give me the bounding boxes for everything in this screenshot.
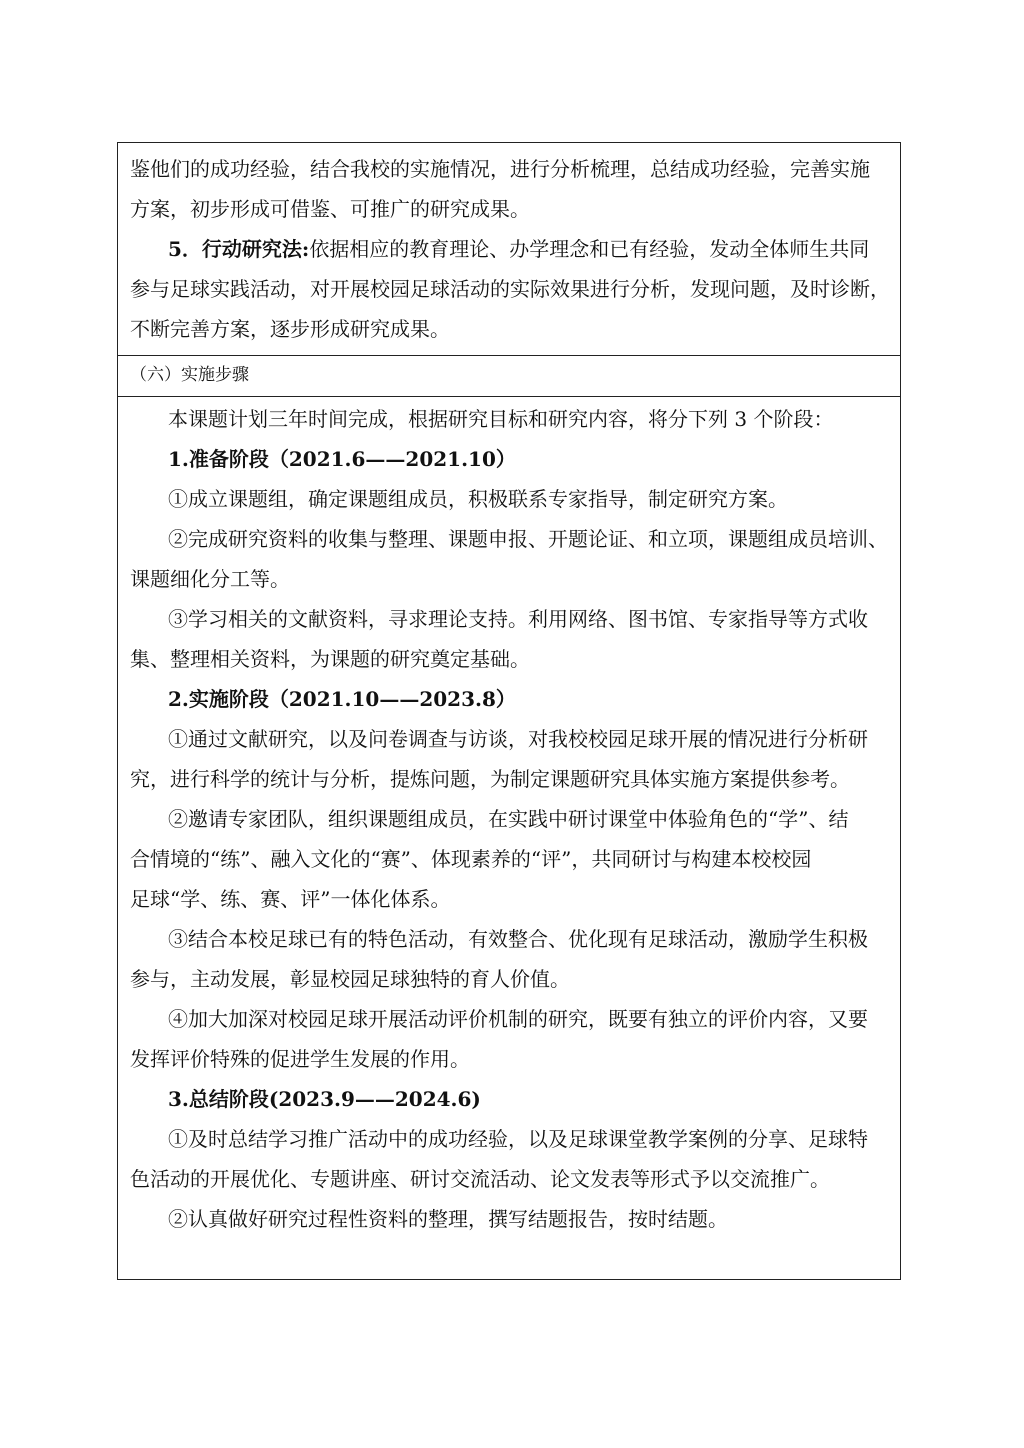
paragraph-continued <box>130 149 890 229</box>
text-line: ③结合本校足球已有的特色活动，有效整合、优化现有足球活动，激励学生积极 <box>168 927 868 951</box>
text-line: ①通过文献研究，以及问卷调查与访谈，对我校校园足球开展的情况进行分析研 <box>168 727 868 751</box>
text-line: 参与，主动发展，彰显校园足球独特的育人价值。 <box>130 967 570 991</box>
text-line: 不断完善方案，逐步形成研究成果。 <box>130 317 450 341</box>
text-line: 参与足球实践活动，对开展校园足球活动的实际效果进行分析，发现问题，及时诊断， <box>130 277 890 301</box>
methods-cell <box>118 143 900 356</box>
stage-title: 3.总结阶段(2023.9——2024.6) <box>168 1087 481 1111</box>
text-line: 合情境的“练”、融入文化的“赛”、体现素养的“评”，共同研讨与构建本校校园 <box>130 847 812 871</box>
text-line: ②完成研究资料的收集与整理、课题申报、开题论证、和立项，课题组成员培训、 <box>168 527 888 551</box>
section-header: （六）实施步骤 <box>130 365 249 385</box>
text-line <box>130 229 890 269</box>
text-line: 足球“学、练、赛、评”一体化体系。 <box>130 887 451 911</box>
text-line: ②邀请专家团队，组织课题组成员，在实践中研讨课堂中体验角色的“学”、结 <box>168 807 849 831</box>
text-line: ②认真做好研究过程性资料的整理，撰写结题报告，按时结题。 <box>168 1207 728 1231</box>
text-line: 课题细化分工等。 <box>130 567 290 591</box>
stage-title: 2.实施阶段（2021.10——2023.8） <box>168 687 516 711</box>
method-text: 依据相应的教育理论、办学理念和已有经验，发动全体师生共同 <box>309 237 870 261</box>
text-line: 究，进行科学的统计与分析，提炼问题，为制定课题研究具体实施方案提供参考。 <box>130 767 850 791</box>
text-line: 集、整理相关资料，为课题的研究奠定基础。 <box>130 647 530 671</box>
text-line: 鉴他们的成功经验，结合我校的实施情况，进行分析梳理，总结成功经验，完善实施 <box>130 157 870 181</box>
text-line: ①及时总结学习推广活动中的成功经验，以及足球课堂教学案例的分享、足球特 <box>168 1127 868 1151</box>
text-line: ①成立课题组，确定课题组成员，积极联系专家指导，制定研究方案。 <box>168 487 788 511</box>
steps-cell <box>118 397 900 1279</box>
paragraph-action-research <box>130 229 890 349</box>
stage-title: 1.准备阶段（2021.6——2021.10） <box>168 447 516 471</box>
section-header-cell <box>118 355 900 397</box>
text-line: 色活动的开展优化、专题讲座、研讨交流活动、论文发表等形式予以交流推广。 <box>130 1167 830 1191</box>
text-line: 发挥评价特殊的促进学生发展的作用。 <box>130 1047 470 1071</box>
steps-body <box>130 399 890 1239</box>
text-line: ③学习相关的文献资料，寻求理论支持。利用网络、图书馆、专家指导等方式收 <box>168 607 868 631</box>
text-line: 方案，初步形成可借鉴、可推广的研究成果。 <box>130 197 530 221</box>
method-label: 5．行动研究法: <box>168 237 310 261</box>
text-line: ④加大加深对校园足球开展活动评价机制的研究，既要有独立的评价内容，又要 <box>168 1007 868 1031</box>
intro-line: 本课题计划三年时间完成，根据研究目标和研究内容，将分下列 3 个阶段： <box>168 407 834 431</box>
document-table <box>117 142 901 1280</box>
